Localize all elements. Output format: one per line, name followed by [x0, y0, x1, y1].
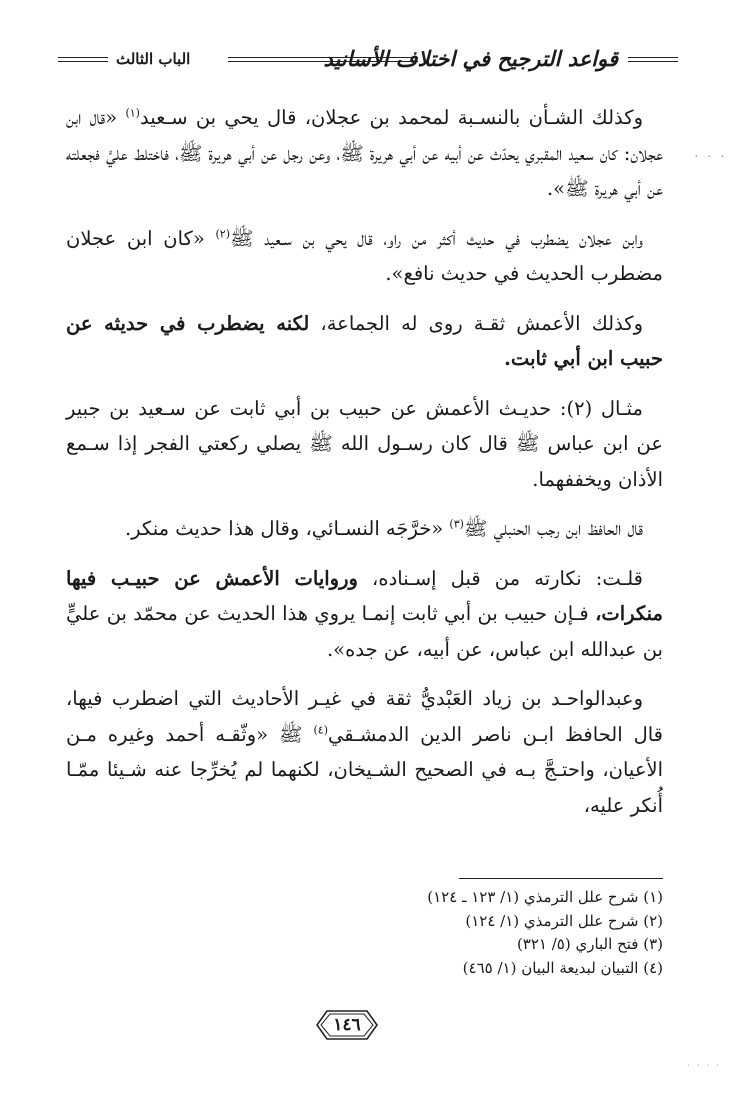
book-title: قواعد الترجيح في اختلاف الأسانيد — [323, 46, 618, 71]
header-rule-middle — [228, 57, 418, 62]
text-run: وابن عجلان يضطرب في حديث أكثر من راو، قال يحي بن سـعيد ﷺ — [229, 226, 643, 250]
text-run: «خرَّجَه النسـائي، وقال هذا حديث منكر. — [124, 517, 450, 540]
footnote-ref: (١) — [125, 106, 140, 120]
paragraph — [66, 561, 663, 668]
text-run: فـإن حبيب بن أبي ثابت إنمـا يروي هذا الحديث عن محمّد بن عليٍّ بن عبدالله ابن عباس، عن أبيه، عن جده». — [66, 602, 663, 661]
paragraph — [66, 306, 663, 377]
text-run: مثـال (٢): حديـث الأعمش عن حبيب بن أبي ثابت عن سـعيد بن جبير عن ابن عباس ﷺ قال كان رسـول الله ﷺ يصلي ركعتي الفجر إذا سـمع الأذان ويخففهما. — [66, 396, 663, 491]
text-run: قال الحافظ ابن رجب الحنبلي ﷺ — [463, 517, 643, 540]
chapter-title: الباب الثالث — [116, 50, 191, 68]
paragraph — [66, 681, 663, 823]
main-text — [66, 100, 663, 837]
header-rule-right — [628, 57, 678, 62]
footnote-separator — [459, 878, 663, 879]
bold-text: وروايات الأعمش عن حبيـب فيها منكرات، — [66, 566, 663, 625]
paragraph — [66, 511, 663, 547]
footnote-3: (٣) فتح الباري (٥/ ٣٢١) — [516, 935, 663, 953]
paragraph — [66, 100, 663, 207]
footnote-2: (٢) شرح علل الترمذي (١/ ١٢٤) — [465, 911, 663, 930]
text-run: وكذلك الشـأن بالنسـبة لمحمد بن عجلان، قال يحي بن سـعيد — [139, 106, 643, 129]
footnote-4: (٤) التبيان لبديعة البيان (١/ ٤٦٥) — [462, 958, 663, 977]
bold-text: لكنه يضطرب في حديثه عن حبيب ابن أبي ثابت. — [66, 311, 663, 370]
text-run: وعبدالواحـد بن زياد العَبْديُّ ثقة في غيـر الأحاديث التي اضطرب فيها، قال الحافظ ابـن ناصر الدين الدمشـقي — [66, 687, 663, 746]
corner-dots: · · · · — [686, 1061, 721, 1071]
text-run: قلـت: نكارته من قبل إسـناده، — [357, 566, 644, 590]
running-header — [58, 42, 678, 78]
footnotes — [263, 886, 663, 980]
footnote-ref: (٤) — [313, 723, 328, 736]
footnote-1: (١) شرح علل الترمذي (١/ ١٢٣ ـ ١٢٤) — [427, 888, 663, 906]
text-run: «كان ابن عجلان مضطرب الحديث في حديث نافع». — [66, 226, 663, 285]
footnote-ref: (٢) — [215, 227, 230, 240]
page-number: ١٤٦ — [333, 1015, 361, 1035]
paragraph — [66, 221, 663, 292]
footnote-ref: (٣) — [449, 517, 464, 531]
page-number-ornament — [315, 1008, 379, 1042]
paragraph — [66, 391, 663, 498]
margin-dots: · · · — [694, 150, 727, 163]
text-run: ﷺ «وثّقـه أحمد وغيره مـن الأعيان، واحتـجَّ بـه في الصحيح الشـيخان، لكنهما لم يُخرِّجا عنه شـيئا ممّـا أُنكر عليه، — [66, 722, 663, 817]
header-rule-left — [58, 57, 108, 62]
text-run: وكذلك الأعمش ثقـة روى له الجماعة، — [309, 311, 644, 335]
text-run: «قال ابن عجلان: كان سعيد المقبري يحدّث عن أبيه عن أبي هريرة ﷺ، وعن رجل عن أبي هريرة ﷺ، فاختلط عليَّ فجعلته عن أبي هريرة ﷺ». — [66, 106, 663, 200]
